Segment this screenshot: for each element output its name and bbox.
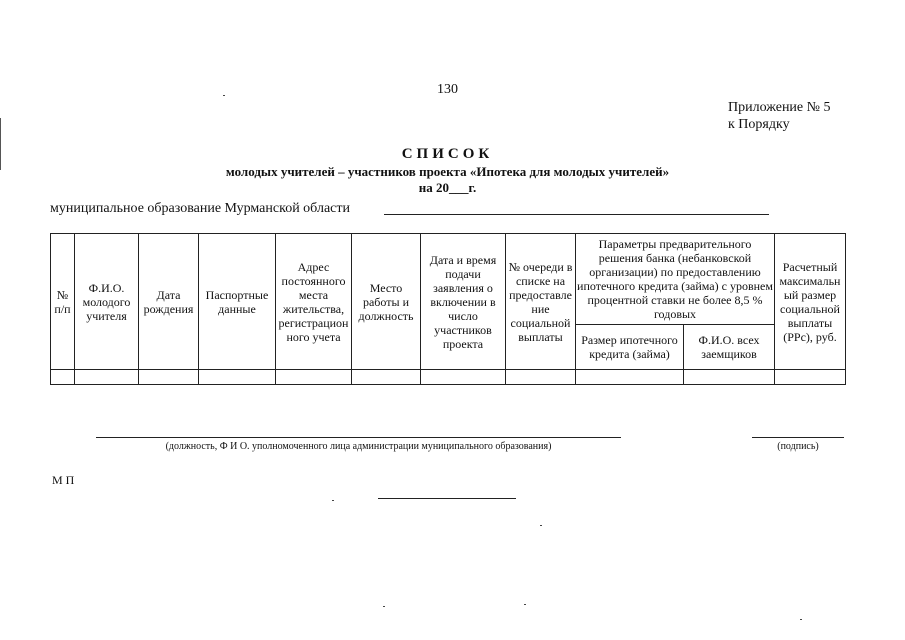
- table-cell: [199, 370, 276, 385]
- scan-speck: [524, 604, 526, 605]
- subtitle-line-1: молодых учителей – участников проекта «Ипотека для молодых учителей»: [225, 164, 670, 179]
- header-birth-date: Дата рождения: [139, 234, 199, 370]
- header-work: Место работы и должность: [352, 234, 421, 370]
- table-cell: [421, 370, 506, 385]
- municipality-label: муниципальное образование Мурманской области: [50, 201, 350, 216]
- table-cell: [139, 370, 199, 385]
- header-queue-number: № очереди в списке на предоставление социальной выплаты: [506, 234, 576, 370]
- table-cell: [276, 370, 352, 385]
- scan-speck: [383, 606, 385, 607]
- teachers-list-table: [50, 233, 846, 385]
- appendix-line-2: к Порядку: [728, 117, 790, 132]
- table-cell: [576, 370, 684, 385]
- header-num: № п/п: [51, 234, 75, 370]
- header-address: Адрес постоянного места жительства, регистрационного учета: [276, 234, 352, 370]
- document-subtitle: [0, 164, 895, 196]
- table-header-row: [51, 234, 846, 325]
- signature-caption: (подпись): [777, 441, 819, 452]
- scan-speck: [800, 619, 802, 620]
- stamp-placeholder: М П: [52, 473, 75, 487]
- table-cell: [506, 370, 576, 385]
- header-passport: Паспортные данные: [199, 234, 276, 370]
- subtitle-line-2: на 20___г.: [418, 180, 477, 195]
- header-application-date: Дата и время подачи заявления о включении в число участников проекта: [421, 234, 506, 370]
- position-caption: (должность, Ф И О. уполномоченного лица администрации муниципального образования): [165, 441, 552, 452]
- header-fio: Ф.И.О. молодого учителя: [75, 234, 139, 370]
- header-bank-params: Параметры предварительного решения банка (небанковской организации) по предоставлению ипотечного кредита (займа) с уровнем процентной ставки не более 8,5 % годовых: [576, 234, 775, 325]
- scan-speck: [540, 525, 542, 526]
- municipality-fill-line: [384, 214, 769, 215]
- header-payment: Расчетный максимальный размер социальной выплаты (РРс), руб.: [775, 234, 846, 370]
- table-row: [51, 370, 846, 385]
- header-borrowers: Ф.И.О. всех заемщиков: [684, 325, 775, 370]
- table-cell: [51, 370, 75, 385]
- page-number: 130: [437, 82, 458, 97]
- table-cell: [775, 370, 846, 385]
- table-cell: [75, 370, 139, 385]
- header-loan-size: Размер ипотечного кредита (займа): [576, 325, 684, 370]
- scan-speck: [332, 500, 334, 501]
- scan-speck: [223, 95, 225, 96]
- appendix-line-1: Приложение № 5: [728, 100, 831, 115]
- bottom-blank-line: [378, 498, 516, 499]
- table-cell: [352, 370, 421, 385]
- signature-line: [752, 437, 844, 438]
- position-signature-line: [96, 437, 621, 438]
- appendix-reference: [728, 99, 831, 133]
- table-cell: [684, 370, 775, 385]
- document-title: СПИСОК: [401, 146, 494, 162]
